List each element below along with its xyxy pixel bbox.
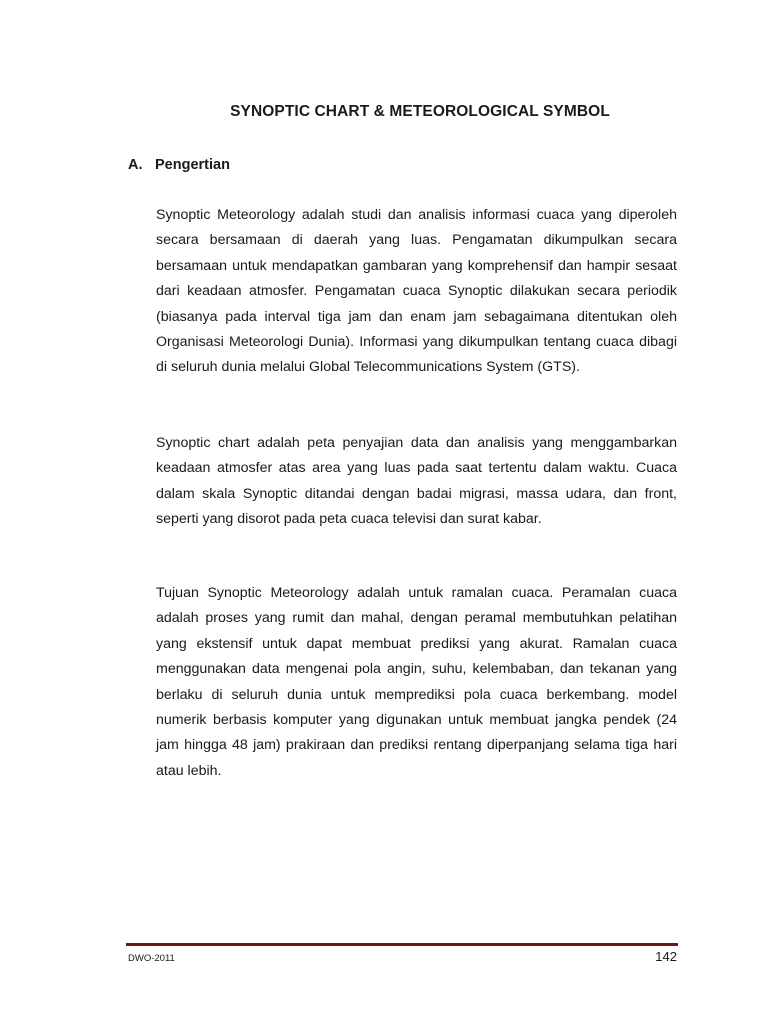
document-title: SYNOPTIC CHART & METEOROLOGICAL SYMBOL xyxy=(230,103,610,120)
paragraph-3-block xyxy=(156,581,677,784)
paragraph-2-block xyxy=(156,431,677,533)
section-marker: A. xyxy=(128,157,143,173)
page-number: 142 xyxy=(655,949,677,964)
paragraph-2: Synoptic chart adalah peta penyajian data dan analisis yang menggambarkan keadaan atmosfer atas area yang luas pada saat tertentu dalam waktu. Cuaca dalam skala Synoptic ditandai dengan badai migrasi, massa udara, dan front, seperti yang disorot pada peta cuaca televisi dan surat kabar. xyxy=(156,435,677,528)
footer-rule xyxy=(126,943,678,946)
section-heading-text: Pengertian xyxy=(155,157,230,173)
paragraph-1-block xyxy=(156,203,677,381)
paragraph-3: Tujuan Synoptic Meteorology adalah untuk ramalan cuaca. Peramalan cuaca adalah proses yang rumit dan mahal, dengan peramal membutuhkan pelatihan yang ekstensif untuk dapat membuat prediksi yang akurat. Ramalan cuaca menggunakan data mengenai pola angin, suhu, kelembaban, dan tekanan yang berlaku di seluruh dunia untuk memprediksi pola cuaca berkembang. model numerik berbasis komputer yang digunakan untuk membuat jangka pendek (24 jam hingga 48 jam) prakiraan dan prediksi rentang diperpanjang selama tiga hari atau lebih. xyxy=(156,585,677,779)
footer-doc-code: DWO-2011 xyxy=(128,953,175,964)
paragraph-1: Synoptic Meteorology adalah studi dan analisis informasi cuaca yang diperoleh secara bersamaan di daerah yang luas. Pengamatan dikumpulkan secara bersamaan untuk mendapatkan gambaran yang komprehensif dan hampir sesaat dari keadaan atmosfer. Pengamatan cuaca Synoptic dilakukan secara periodik (biasanya pada interval tiga jam dan enam jam sebagaimana ditentukan oleh Organisasi Meteorologi Dunia). Informasi yang dikumpulkan tentang cuaca dibagi di seluruh dunia melalui Global Telecommunications System (GTS). xyxy=(156,207,677,376)
section-heading xyxy=(128,157,230,173)
